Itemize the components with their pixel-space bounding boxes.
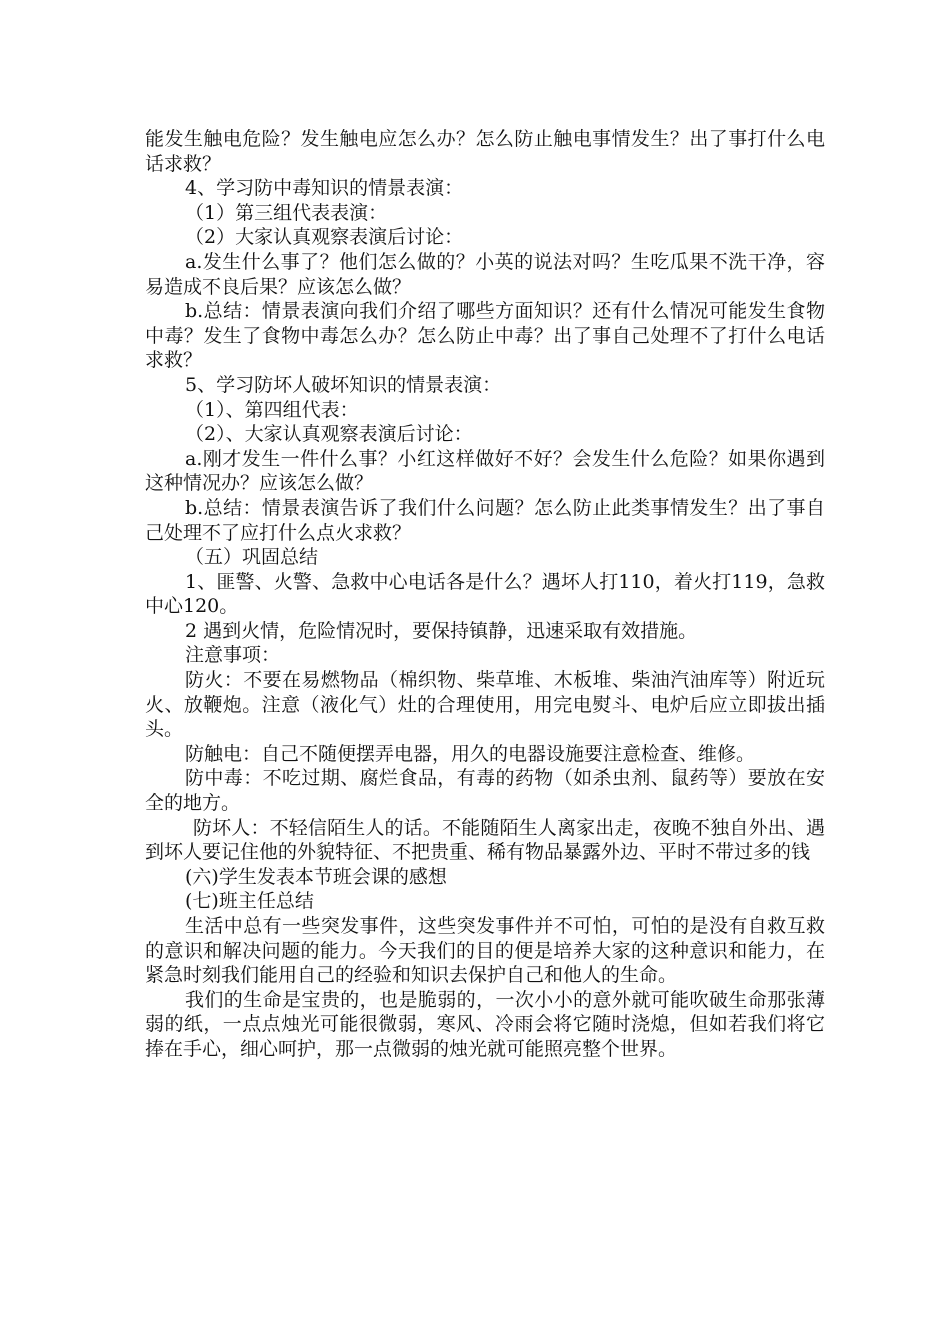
paragraph-bad-person-prevention: 防坏人：不轻信陌生人的话。不能随陌生人离家出走，夜晚不独自外出、遇到坏人要记住他的外貌特征、不把贵重、稀有物品暴露外边、平时不带过多的钱 [145, 816, 825, 864]
heading-anti-poison-skit: 4、学习防中毒知识的情景表演： [185, 177, 464, 200]
paragraph-summary-1: 生活中总有一些突发事件，这些突发事件并不可怕，可怕的是没有自救互救的意识和解决问题的能力。今天我们的目的便是培养大家的这种意识和能力，在紧急时刻我们能用自己的经验和知识去保护自己和他人的生命。 [145, 915, 825, 987]
paragraph-fire-prevention: 防火：不要在易燃物品（棉织物、柴草堆、木板堆、柴油汽油库等）附近玩火、放鞭炮。注意（液化气）灶的合理使用，用完电熨斗、电炉后应立即拔出插头。 [145, 669, 825, 741]
document-page [145, 127, 825, 1062]
paragraph-poison-summary-b: b.总结：情景表演向我们介绍了哪些方面知识？还有什么情况可能发生食物中毒？发生了食物中毒怎么办？怎么防止中毒？出了事自己处理不了打什么电话求救？ [145, 300, 825, 372]
heading-anti-bad-person-skit: 5、学习防坏人破坏知识的情景表演： [185, 373, 502, 396]
paragraph-emergency-numbers: 1、匪警、火警、急救中心电话各是什么？遇坏人打110，着火打119，急救中心120。 [145, 570, 825, 618]
item-discussion-2: （2）、大家认真观察表演后讨论： [185, 423, 473, 446]
paragraph-poison-question-a: a.发生什么事了？他们怎么做的？小英的说法对吗？生吃瓜果不洗干净，容易造成不良后果？应该怎么做？ [145, 250, 825, 298]
item-group3-performance: （1）第三组代表表演： [185, 201, 388, 224]
paragraph-electric-continued: 能发生触电危险？发生触电应怎么办？怎么防止触电事情发生？出了事打什么电话求救？ [145, 128, 825, 175]
heading-consolidation-summary: （五）巩固总结 [185, 546, 319, 569]
paragraph-electric-prevention: 防触电：自己不随便摆弄电器，用久的电器设施要注意检查、维修。 [185, 742, 756, 765]
paragraph-bad-person-question-a: a.刚才发生一件什么事？小红这样做好不好？会发生什么危险？如果你遇到这种情况办？应该怎么做？ [145, 447, 825, 495]
item-group4-representative: （1）、第四组代表： [185, 398, 359, 421]
paragraph-stay-calm: 2 遇到火情，危险情况时，要保持镇静，迅速采取有效措施。 [185, 619, 698, 642]
heading-precautions: 注意事项： [185, 644, 281, 667]
paragraph-poison-prevention: 防中毒：不吃过期、腐烂食品，有毒的药物（如杀虫剂、鼠药等）要放在安全的地方。 [145, 767, 825, 815]
heading-student-reflections: (六)学生发表本节班会课的感想 [185, 865, 447, 888]
paragraph-bad-person-summary-b: b.总结：情景表演告诉了我们什么问题？怎么防止此类事情发生？出了事自己处理不了应打什么点火求救？ [145, 496, 825, 544]
paragraph-summary-2: 我们的生命是宝贵的，也是脆弱的，一次小小的意外就可能吹破生命那张薄弱的纸，一点点烛光可能很微弱，寒风、冷雨会将它随时浇熄，但如若我们将它捧在手心，细心呵护，那一点微弱的烛光就可能照亮整个世界。 [145, 988, 825, 1060]
item-discussion-1: （2）大家认真观察表演后讨论： [185, 226, 464, 249]
heading-teacher-summary: (七)班主任总结 [185, 890, 314, 913]
